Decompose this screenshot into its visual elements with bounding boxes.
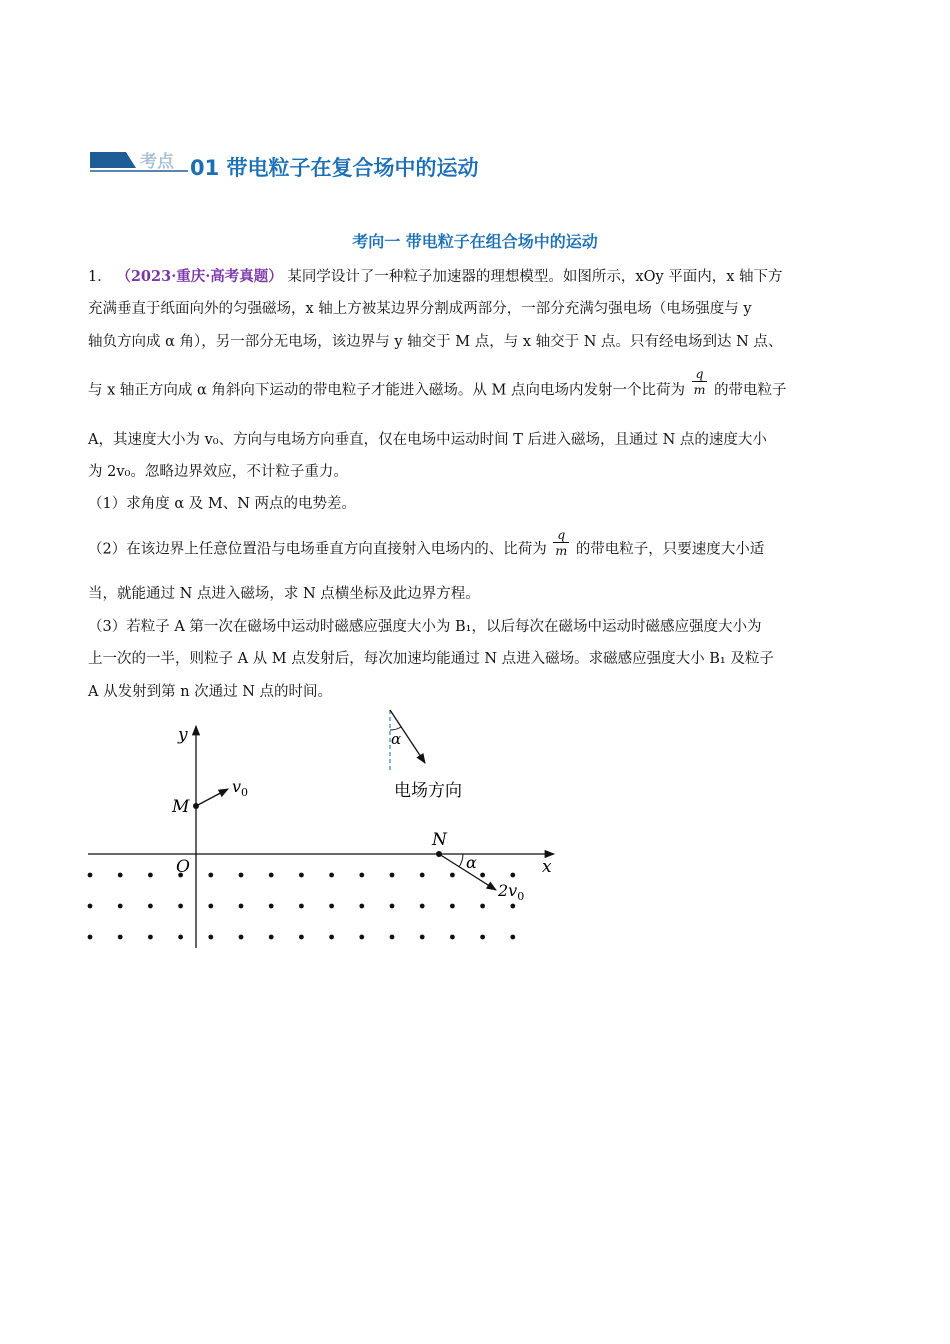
field-dot [239, 935, 244, 940]
section-badge-label: 考点 [140, 152, 174, 172]
field-dot [269, 904, 274, 909]
field-dot [239, 873, 244, 878]
section-title: 01 带电粒子在复合场中的运动 [190, 156, 479, 180]
field-dot [299, 904, 304, 909]
field-dot [480, 904, 485, 909]
field-dot [510, 935, 515, 940]
question-line-6: 为 2v₀。忽略边界效应，不计粒子重力。 [88, 464, 348, 480]
point-m-label: M [172, 797, 190, 817]
field-dot [208, 935, 213, 940]
subsection-title: 考向一 带电粒子在组合场中的运动 [352, 232, 598, 251]
question-part-3-line-1: （3）若粒子 A 第一次在磁场中运动时磁感应强度大小为 B₁，以后每次在磁场中运动时磁感应强度大小为 [88, 619, 762, 635]
field-dot [450, 935, 455, 940]
v0-arrow [196, 789, 228, 806]
question-part-3-line-3: A 从发射到第 n 次通过 N 点的时间。 [88, 684, 333, 700]
question-part-2 [88, 527, 765, 565]
charge-mass-fraction-2 [553, 527, 569, 558]
alpha-label-n: α [466, 853, 477, 872]
field-dot [118, 904, 123, 909]
field-direction-label: 电场方向 [394, 781, 462, 801]
charge-mass-fraction [692, 366, 708, 397]
question-part-2-cont: 当，就能通过 N 点进入磁场，求 N 点横坐标及此边界方程。 [88, 586, 480, 602]
field-dot [118, 935, 123, 940]
question-part-3-line-2: 上一次的一半，则粒子 A 从 M 点发射后，每次加速均能通过 N 点进入磁场。求磁感应强度大小 B₁ 及粒子 [88, 651, 774, 667]
field-dot [269, 935, 274, 940]
fraction-numerator: q [692, 366, 708, 382]
field-dot [208, 904, 213, 909]
x-axis-label: x [542, 857, 552, 877]
field-dot [269, 873, 274, 878]
fraction-2-numerator: q [553, 527, 569, 543]
v0-label: $v_0$ [232, 777, 249, 799]
question-line-1 [88, 265, 783, 286]
field-dot [480, 873, 485, 878]
question-source: （2023·重庆·高考真题） [116, 268, 283, 285]
field-dot [390, 904, 395, 909]
point-n-label: N [432, 830, 447, 850]
field-dot [148, 904, 153, 909]
field-dot [178, 935, 183, 940]
field-dot [420, 873, 425, 878]
field-dot [329, 904, 334, 909]
y-axis-label: y [178, 725, 188, 745]
section-badge [88, 148, 188, 174]
field-dot [88, 873, 93, 878]
field-dot [148, 873, 153, 878]
field-dot [359, 904, 364, 909]
physics-diagram [80, 700, 580, 960]
part-2-text-a: （2）在该边界上任意位置沿与电场垂直方向直接射入电场内的、比荷为 [88, 541, 547, 558]
field-dot [88, 904, 93, 909]
field-dot [510, 873, 515, 878]
field-dot [299, 935, 304, 940]
question-part-1: （1）求角度 α 及 M、N 两点的电势差。 [88, 496, 356, 512]
field-dot [510, 904, 515, 909]
question-number: 1． [88, 269, 112, 285]
field-dot [390, 873, 395, 878]
field-dot [239, 904, 244, 909]
field-dot [178, 904, 183, 909]
question-text-1: 某同学设计了一种粒子加速器的理想模型。如图所示，xOy 平面内，x 轴下方 [287, 269, 783, 285]
question-line-5: A，其速度大小为 v₀、方向与电场方向垂直，仅在电场中运动时间 T 后进入磁场，且通过 N 点的速度大小 [88, 432, 767, 448]
fraction-2-denominator: m [555, 543, 568, 558]
field-dot [390, 935, 395, 940]
fraction-denominator: m [693, 382, 706, 397]
question-text-4b: 的带电粒子 [714, 382, 787, 399]
field-dot [208, 873, 213, 878]
field-dot [299, 873, 304, 878]
field-dot [329, 873, 334, 878]
alpha-label-field: α [391, 730, 402, 748]
question-line-2: 充满垂直于纸面向外的匀强磁场，x 轴上方被某边界分割成两部分，一部分充满匀强电场（电场强度与 y [88, 301, 752, 317]
field-dot [359, 873, 364, 878]
field-dot [329, 935, 334, 940]
section-header [88, 146, 788, 180]
field-dot [359, 935, 364, 940]
question-text-4: 与 x 轴正方向成 α 角斜向下运动的带电粒子才能进入磁场。从 M 点向电场内发射一个比荷为 [88, 382, 685, 399]
magnetic-field-dots [88, 873, 516, 940]
field-dot [148, 935, 153, 940]
angle-arc-n [459, 854, 463, 867]
origin-label: O [176, 857, 190, 877]
field-dot [420, 904, 425, 909]
field-dot [450, 904, 455, 909]
question-line-4 [88, 366, 787, 406]
field-dot [88, 935, 93, 940]
field-dot [450, 873, 455, 878]
part-2-text-b: 的带电粒子，只要速度大小适 [575, 541, 765, 558]
field-dot [118, 873, 123, 878]
v2-label: $2v_0$ [498, 881, 525, 903]
field-dot [480, 935, 485, 940]
question-line-3: 轴负方向成 α 角），另一部分无电场，该边界与 y 轴交于 M 点，与 x 轴交于 N 点。只有经电场到达 N 点、 [88, 334, 783, 350]
field-dot [420, 935, 425, 940]
